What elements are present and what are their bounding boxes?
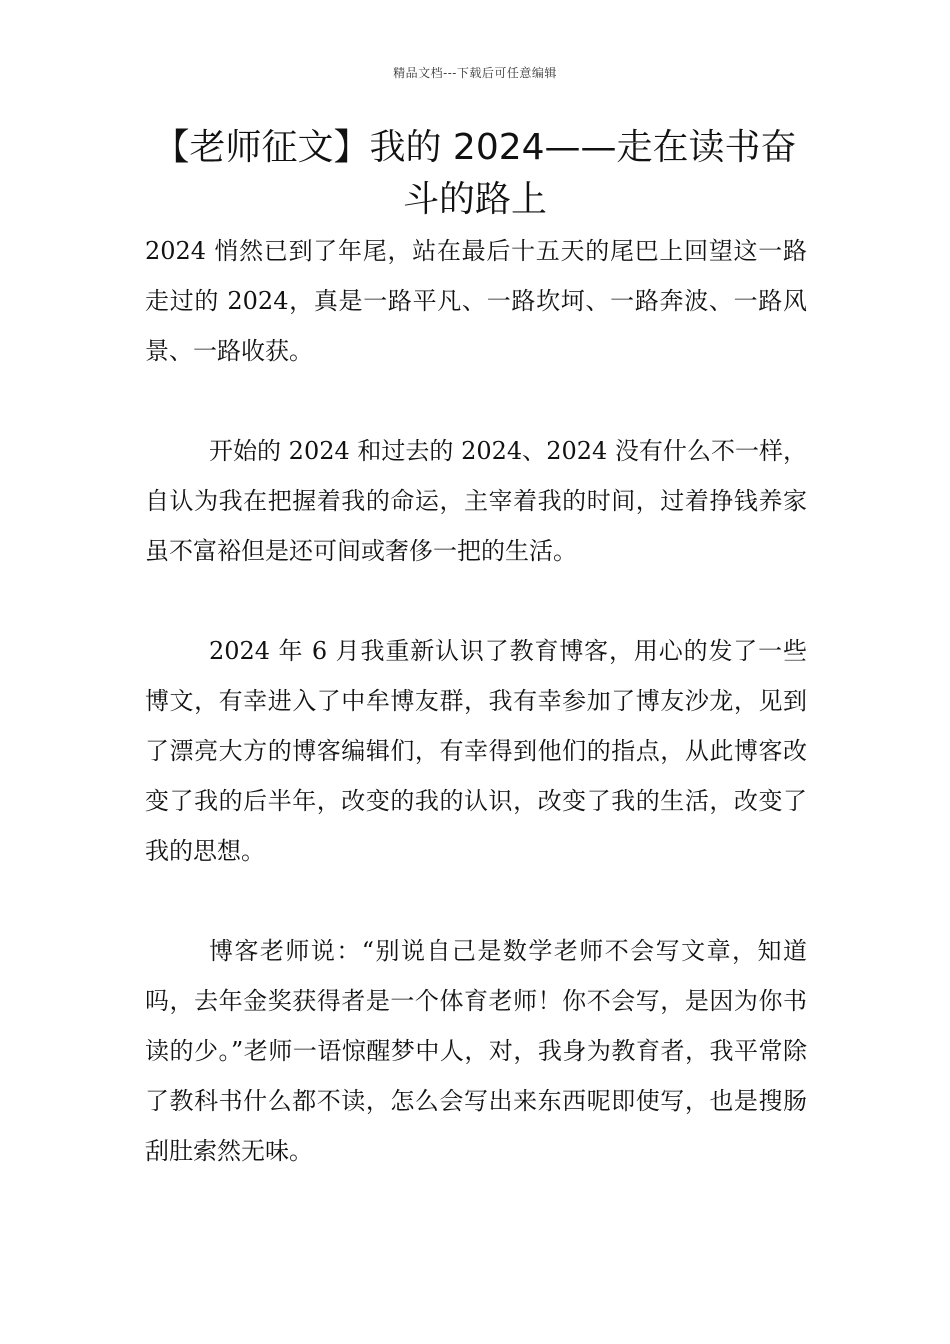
document-title: 【老师征文】我的 2024——走在读书奋斗的路上 [153,127,797,220]
document-body [145,226,807,1226]
paragraph-1: 2024 悄然已到了年尾，站在最后十五天的尾巴上回望这一路走过的 2024，真是一路平凡、一路坎坷、一路奔波、一路风景、一路收获。 [145,237,807,365]
paragraph-4: 博客老师说：“别说自己是数学老师不会写文章，知道吗，去年金奖获得者是一个体育老师！你不会写，是因为你书读的少。”老师一语惊醒梦中人，对，我身为教育者，我平常除了教科书什么都不读，怎么会写出来东西呢即使写，也是搜肠刮肚索然无味。 [145,937,807,1165]
paragraph-2: 开始的 2024 和过去的 2024、2024 没有什么不一样，自认为我在把握着我的命运，主宰着我的时间，过着挣钱养家虽不富裕但是还可间或奢侈一把的生活。 [145,437,807,565]
header-note: 精品文档---下载后可任意编辑 [393,66,557,80]
paragraph-3: 2024 年 6 月我重新认识了教育博客，用心的发了一些博文，有幸进入了中牟博友群，我有幸参加了博友沙龙，见到了漂亮大方的博客编辑们，有幸得到他们的指点，从此博客改变了我的后半年，改变的我的认识，改变了我的生活，改变了我的思想。 [145,637,807,865]
